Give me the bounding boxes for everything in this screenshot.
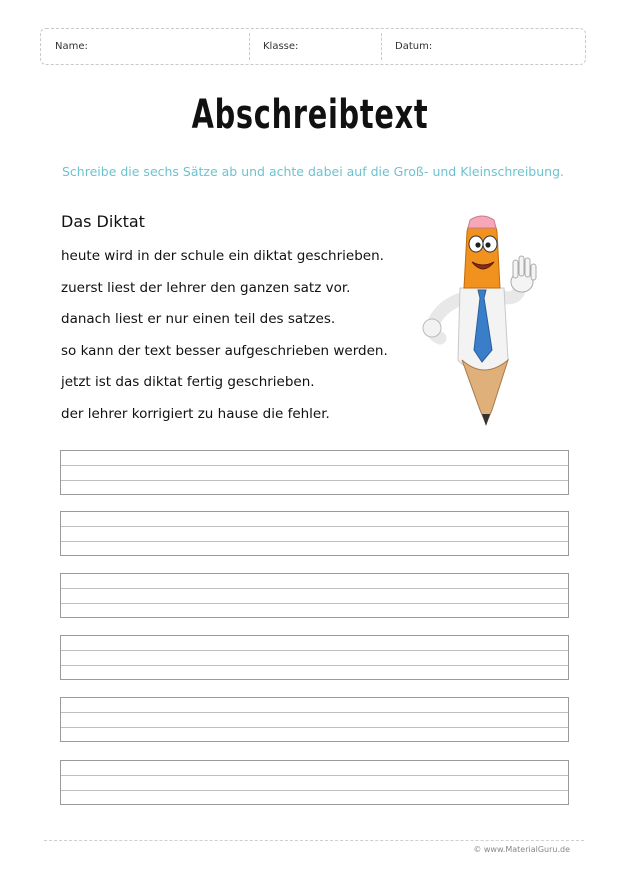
ruled-line — [61, 526, 568, 527]
page-title: Abschreibtext — [191, 92, 429, 138]
writing-lines[interactable] — [60, 573, 569, 618]
ruled-line — [61, 480, 568, 481]
sentence: zuerst liest der lehrer den ganzen satz vor. — [61, 279, 351, 296]
section-title: Das Diktat — [61, 212, 145, 231]
writing-lines[interactable] — [60, 760, 569, 805]
date-label: Datum: — [395, 41, 433, 52]
class-label: Klasse: — [263, 41, 299, 52]
ruled-line — [61, 465, 568, 466]
ruled-line — [61, 665, 568, 666]
ruled-line — [61, 588, 568, 589]
name-field[interactable] — [41, 29, 249, 64]
writing-lines[interactable] — [60, 635, 569, 680]
pencil-mascot-illustration — [412, 210, 547, 432]
ruled-line — [61, 650, 568, 651]
copyright-footer: © www.MaterialGuru.de — [473, 845, 570, 854]
sentence: der lehrer korrigiert zu hause die fehler. — [61, 405, 330, 422]
sentence: heute wird in der schule ein diktat geschrieben. — [61, 248, 384, 264]
class-field[interactable] — [249, 29, 381, 64]
writing-lines[interactable] — [60, 511, 569, 556]
writing-lines[interactable] — [60, 697, 569, 742]
ruled-line — [61, 603, 568, 604]
sentence-list — [61, 246, 388, 436]
sentence: jetzt ist das diktat fertig geschrieben. — [61, 374, 315, 391]
header-box — [40, 28, 586, 65]
date-field[interactable] — [381, 29, 585, 64]
writing-lines[interactable] — [60, 450, 569, 495]
sentence: so kann der text besser aufgeschrieben werden. — [61, 342, 388, 359]
ruled-line — [61, 727, 568, 728]
name-label: Name: — [55, 41, 88, 52]
instruction-text: Schreibe die sechs Sätze ab und achte dabei auf die Groß- und Kleinschreibung. — [62, 164, 564, 179]
sentence: danach liest er nur einen teil des satzes. — [61, 311, 336, 328]
ruled-line — [61, 790, 568, 791]
ruled-line — [61, 775, 568, 776]
ruled-line — [61, 712, 568, 713]
footer-divider — [44, 840, 584, 841]
ruled-line — [61, 541, 568, 542]
